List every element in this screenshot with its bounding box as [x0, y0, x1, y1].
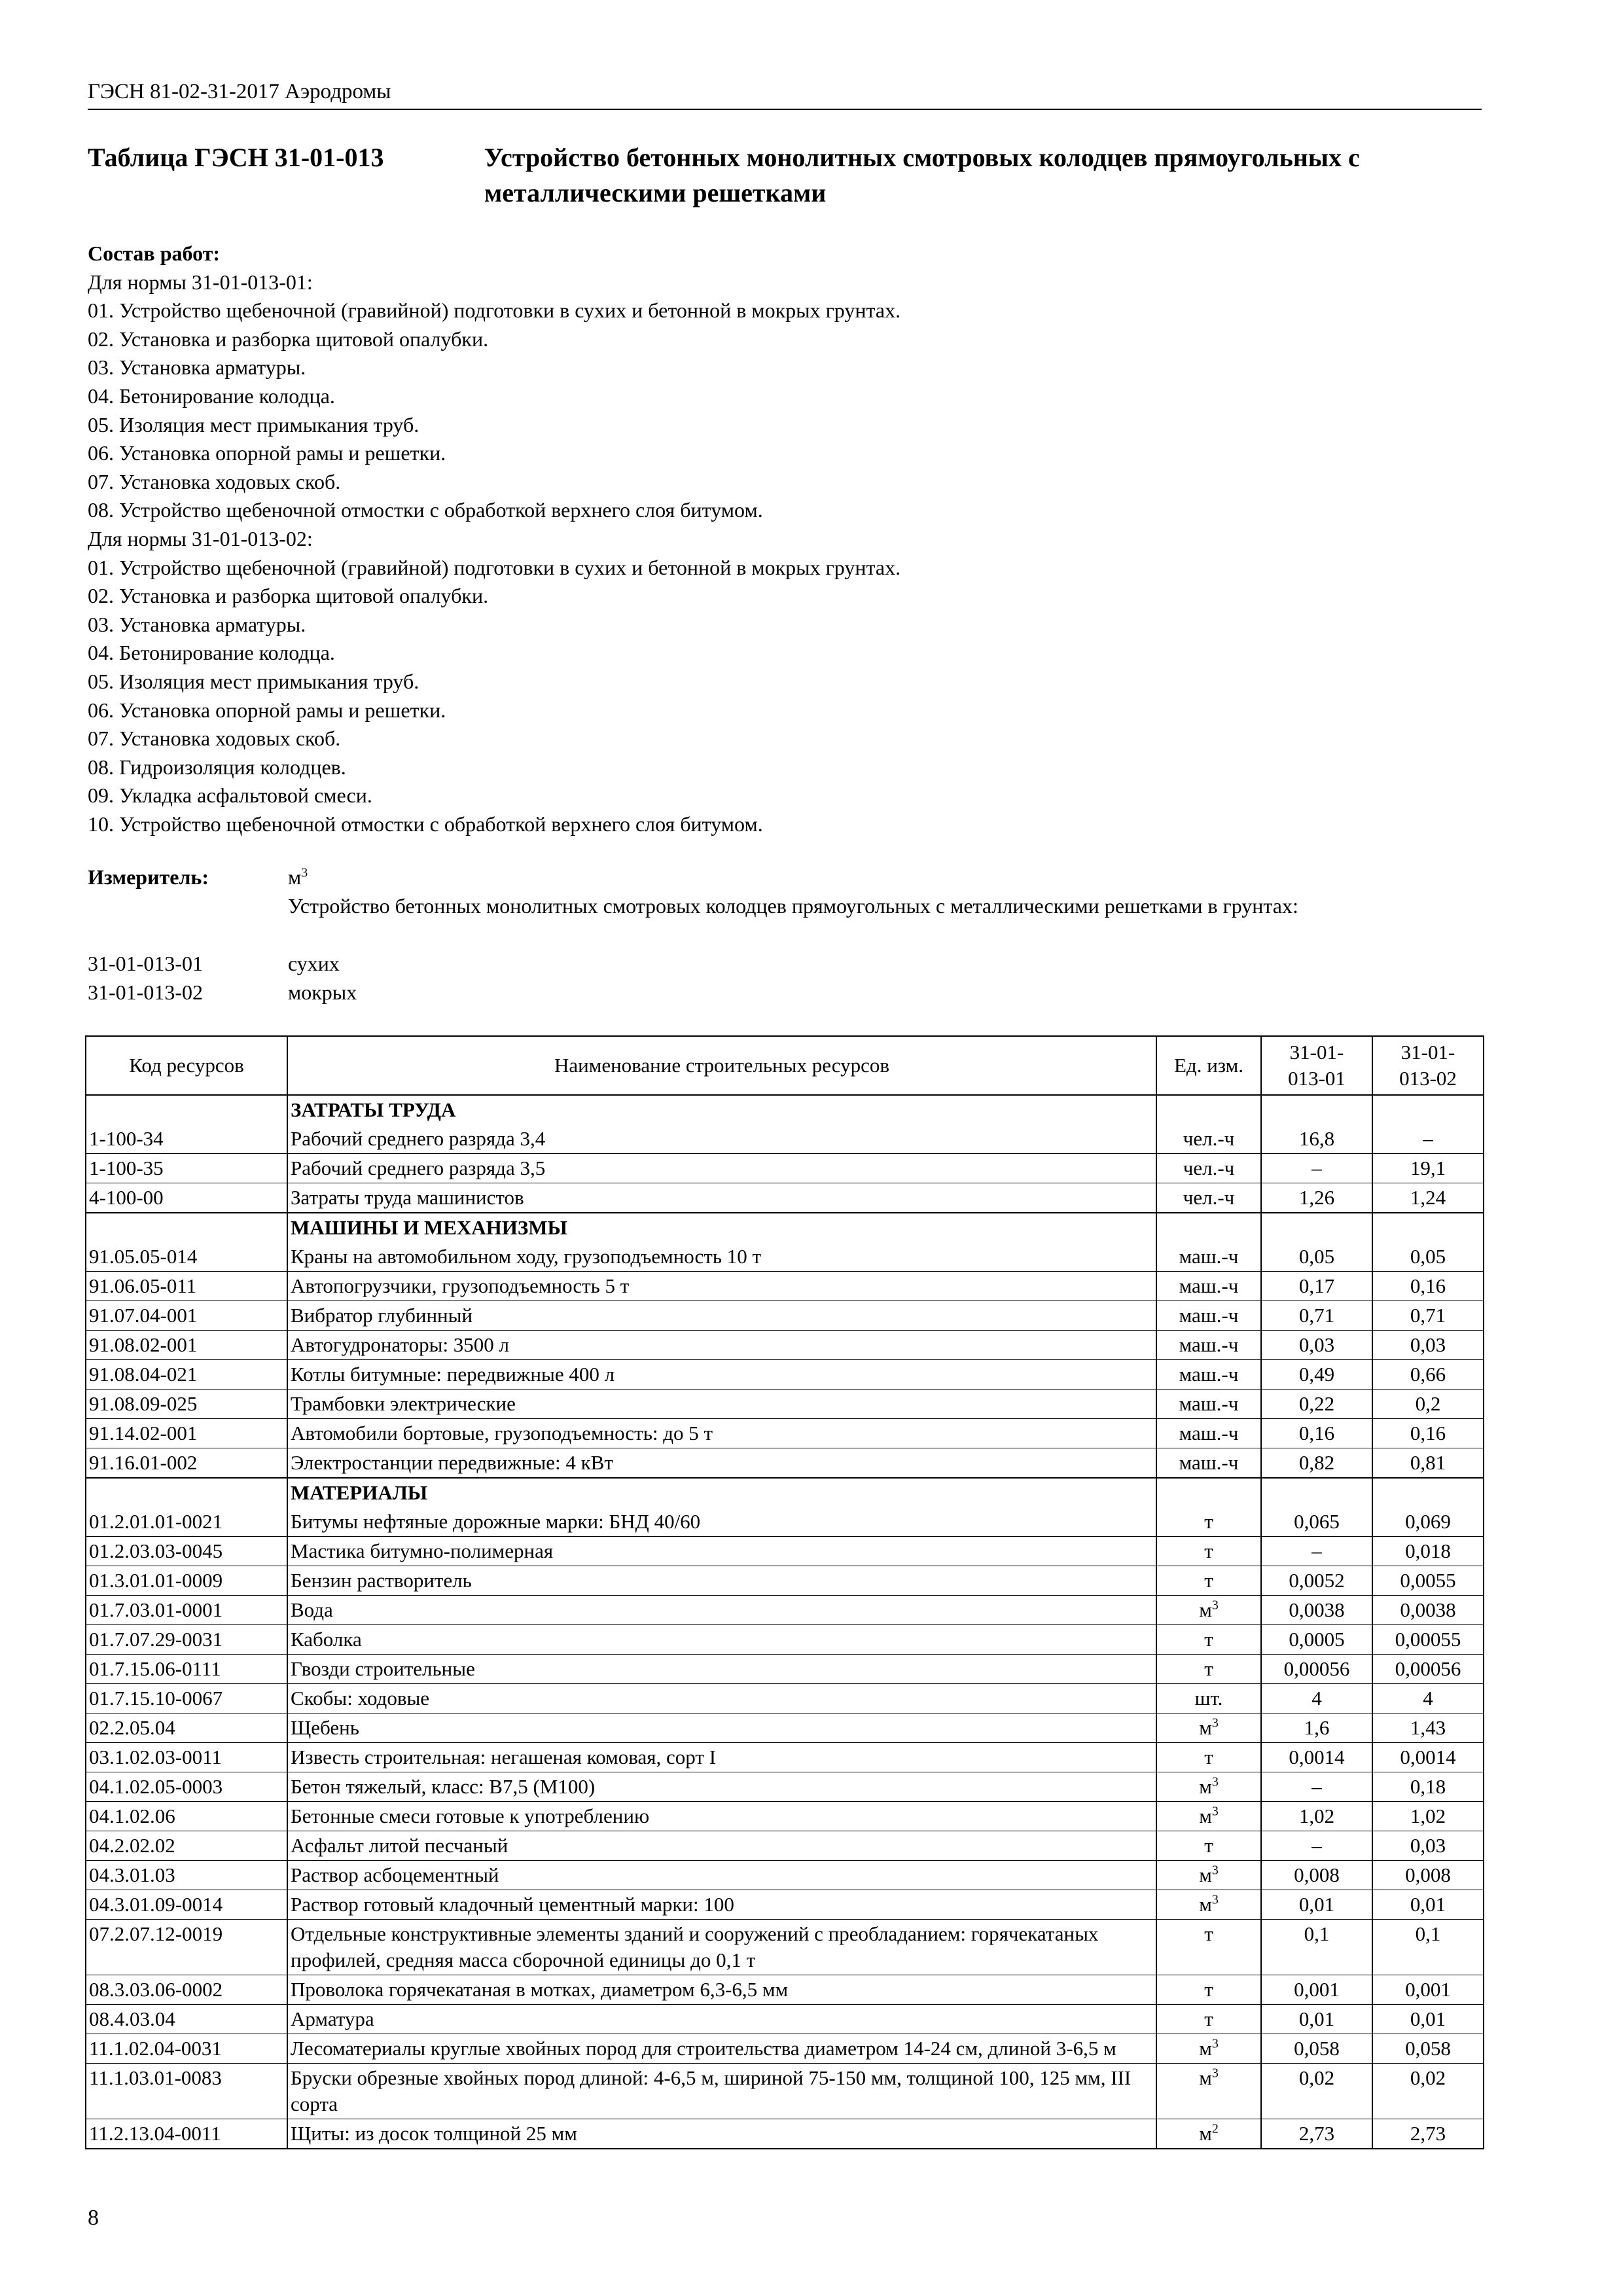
- works-heading: Состав работ:: [88, 242, 221, 265]
- resource-unit: [1156, 1684, 1261, 1713]
- resource-unit: [1156, 1772, 1261, 1802]
- resource-name: Трамбовки электрические: [287, 1390, 1156, 1419]
- meter-unit: [288, 863, 308, 891]
- resource-unit: [1156, 1331, 1261, 1360]
- unit-base: т: [1204, 1922, 1213, 1945]
- resource-code: 04.1.02.06: [86, 1802, 287, 1831]
- resource-unit: [1156, 1920, 1261, 1975]
- meter-unit-sup: 3: [301, 865, 308, 880]
- works-line: 06. Установка опорной рамы и решетки.: [88, 441, 446, 465]
- header-code: Код ресурсов: [86, 1036, 287, 1095]
- table-row: [86, 2005, 1484, 2034]
- unit-base: т: [1204, 1657, 1213, 1680]
- works-line: 10. Устройство щебеночной отмостки с обработкой верхнего слоя битумом.: [88, 812, 763, 836]
- resource-code: 91.05.05-014: [86, 1242, 287, 1272]
- header-col1: 31-01- 013-01: [1261, 1036, 1372, 1095]
- resource-code: 1-100-34: [86, 1124, 287, 1154]
- norm-value-1: 0,1: [1261, 1920, 1372, 1975]
- norm-value-2: 0,0055: [1372, 1566, 1484, 1596]
- table-name: Устройство бетонных монолитных смотровых колодцев прямоугольных с металлическими решетками: [484, 143, 1360, 207]
- resource-code: 91.06.05-011: [86, 1272, 287, 1301]
- norm-value-2: –: [1372, 1124, 1484, 1154]
- table-row: [86, 2064, 1484, 2119]
- table-row: [86, 1242, 1484, 1272]
- unit-base: т: [1204, 1978, 1213, 2001]
- header-col2: 31-01- 013-02: [1372, 1036, 1484, 1095]
- resource-code: 08.3.03.06-0002: [86, 1975, 287, 2005]
- unit-sup: 3: [1211, 1892, 1219, 1907]
- table-row: [86, 1537, 1484, 1566]
- resource-code: 07.2.07.12-0019: [86, 1920, 287, 1975]
- resource-code: 91.07.04-001: [86, 1301, 287, 1331]
- unit-sup: 3: [1211, 2066, 1219, 2081]
- variant-name: мокрых: [288, 980, 357, 1004]
- table-row: [86, 1743, 1484, 1772]
- table-row: [86, 1566, 1484, 1596]
- norm-value-1: 0,02: [1261, 2064, 1372, 2119]
- resource-code: 01.3.01.01-0009: [86, 1566, 287, 1596]
- unit-base: шт.: [1194, 1687, 1223, 1710]
- norm-value-1: 0,065: [1261, 1507, 1372, 1537]
- meter-unit-base: м: [288, 865, 302, 889]
- norm-value-2: 0,058: [1372, 2034, 1484, 2064]
- resource-name: Автогудронаторы: 3500 л: [287, 1331, 1156, 1360]
- norm-value-1: 0,0052: [1261, 1566, 1372, 1596]
- resource-unit: [1156, 1625, 1261, 1655]
- unit-base: т: [1204, 1834, 1213, 1857]
- resource-code: 91.08.02-001: [86, 1331, 287, 1360]
- unit-base: т: [1204, 1539, 1213, 1562]
- variant-name: сухих: [288, 952, 340, 975]
- resource-unit: [1156, 2005, 1261, 2034]
- section-title: ЗАТРАТЫ ТРУДА: [287, 1095, 1156, 1124]
- unit-base: маш.-ч: [1179, 1274, 1239, 1297]
- unit-base: чел.-ч: [1183, 1127, 1235, 1150]
- norm-value-1: 0,05: [1261, 1242, 1372, 1272]
- resource-code: 08.4.03.04: [86, 2005, 287, 2034]
- resource-name: Бетонные смеси готовые к употреблению: [287, 1802, 1156, 1831]
- resource-name: Рабочий среднего разряда 3,4: [287, 1124, 1156, 1154]
- table-row: [86, 1419, 1484, 1448]
- resource-code: 11.1.03.01-0083: [86, 2064, 287, 2119]
- table-body: [86, 1095, 1484, 2149]
- resource-unit: [1156, 1448, 1261, 1479]
- resource-name: Раствор готовый кладочный цементный марки: 100: [287, 1890, 1156, 1920]
- resource-unit: [1156, 1154, 1261, 1183]
- table-row: [86, 1655, 1484, 1684]
- section-row: [86, 1213, 1484, 1242]
- norm-value-2: 0,001: [1372, 1975, 1484, 2005]
- norm-value-1: 0,008: [1261, 1861, 1372, 1890]
- resource-code: 02.2.05.04: [86, 1713, 287, 1743]
- norm-value-1: 0,49: [1261, 1360, 1372, 1390]
- works-list: [88, 268, 1482, 839]
- resource-unit: [1156, 1360, 1261, 1390]
- resource-name: Бетон тяжелый, класс: В7,5 (М100): [287, 1772, 1156, 1802]
- resource-code: 04.3.01.03: [86, 1861, 287, 1890]
- works-line: 02. Установка и разборка щитовой опалубки.: [88, 327, 489, 351]
- resource-code: 03.1.02.03-0011: [86, 1743, 287, 1772]
- unit-base: чел.-ч: [1183, 1186, 1235, 1209]
- works-line: Для нормы 31-01-013-01:: [88, 270, 313, 294]
- resource-code: 11.1.02.04-0031: [86, 2034, 287, 2064]
- unit-sup: 3: [1211, 1598, 1219, 1613]
- meter-description: Устройство бетонных монолитных смотровых колодцев прямоугольных с металлическими решетками в грунтах:: [288, 894, 1298, 918]
- unit-sup: 3: [1211, 1863, 1219, 1878]
- resource-unit: [1156, 1390, 1261, 1419]
- norm-value-1: 1,6: [1261, 1713, 1372, 1743]
- works-line: 08. Гидроизоляция колодцев.: [88, 755, 346, 779]
- table-row: [86, 1448, 1484, 1479]
- resource-name: Арматура: [287, 2005, 1156, 2034]
- resource-unit: [1156, 1537, 1261, 1566]
- norm-value-1: 0,17: [1261, 1272, 1372, 1301]
- unit-base: маш.-ч: [1179, 1245, 1239, 1268]
- resource-code: 91.14.02-001: [86, 1419, 287, 1448]
- unit-base: маш.-ч: [1179, 1333, 1239, 1356]
- works-line: 04. Бетонирование колодца.: [88, 641, 335, 665]
- resource-unit: [1156, 2064, 1261, 2119]
- resource-name: Котлы битумные: передвижные 400 л: [287, 1360, 1156, 1390]
- empty-cell: [1372, 1213, 1484, 1242]
- resource-code: 01.7.03.01-0001: [86, 1596, 287, 1625]
- works-line: 04. Бетонирование колодца.: [88, 384, 335, 408]
- section-title: МАТЕРИАЛЫ: [287, 1478, 1156, 1507]
- works-line: 07. Установка ходовых скоб.: [88, 469, 341, 493]
- resource-code: 01.2.01.01-0021: [86, 1507, 287, 1537]
- resource-unit: [1156, 1566, 1261, 1596]
- norm-value-2: 0,81: [1372, 1448, 1484, 1479]
- norm-value-2: 0,03: [1372, 1331, 1484, 1360]
- resource-code: 4-100-00: [86, 1183, 287, 1213]
- norm-value-1: 0,16: [1261, 1419, 1372, 1448]
- resource-name: Отдельные конструктивные элементы зданий и сооружений с преобладанием: горячекатаных профилей, средняя масса сборочной единицы до 0,1 т: [287, 1920, 1156, 1975]
- norm-value-1: 1,02: [1261, 1802, 1372, 1831]
- resource-name: Щебень: [287, 1713, 1156, 1743]
- resource-unit: [1156, 2119, 1261, 2149]
- norm-value-2: 0,2: [1372, 1390, 1484, 1419]
- table-row: [86, 1301, 1484, 1331]
- works-line: 01. Устройство щебеночной (гравийной) подготовки в сухих и бетонной в мокрых грунтах.: [88, 298, 901, 323]
- resource-name: Лесоматериалы круглые хвойных пород для строительства диаметром 14-24 см, длиной 3-6,5 м: [287, 2034, 1156, 2064]
- unit-base: м: [1199, 2066, 1212, 2089]
- resource-name: Автомобили бортовые, грузоподъемность: до 5 т: [287, 1419, 1156, 1448]
- section-row: [86, 1478, 1484, 1507]
- table-row: [86, 1507, 1484, 1537]
- resource-unit: [1156, 1419, 1261, 1448]
- unit-base: т: [1204, 1510, 1213, 1533]
- resource-name: Электростанции передвижные: 4 кВт: [287, 1448, 1156, 1479]
- norm-value-1: 0,0014: [1261, 1743, 1372, 1772]
- table-row: [86, 1272, 1484, 1301]
- resource-code: 04.2.02.02: [86, 1831, 287, 1861]
- norm-value-2: 2,73: [1372, 2119, 1484, 2149]
- resource-unit: [1156, 1713, 1261, 1743]
- resource-unit: [1156, 1507, 1261, 1537]
- norm-value-2: 0,01: [1372, 2005, 1484, 2034]
- running-header: ГЭСН 81-02-31-2017 Аэродромы: [88, 79, 1482, 110]
- works-line: 09. Укладка асфальтовой смеси.: [88, 783, 372, 808]
- table-row: [86, 1596, 1484, 1625]
- norm-value-2: 0,1: [1372, 1920, 1484, 1975]
- table-row: [86, 1360, 1484, 1390]
- resource-unit: [1156, 1183, 1261, 1213]
- norm-value-2: 1,24: [1372, 1183, 1484, 1213]
- variant-code: 31-01-013-02: [88, 980, 203, 1004]
- unit-sup: 3: [1211, 1804, 1219, 1819]
- norm-value-1: –: [1261, 1772, 1372, 1802]
- norm-value-1: 0,01: [1261, 1890, 1372, 1920]
- empty-cell: [1156, 1095, 1261, 1124]
- norm-value-2: 1,02: [1372, 1802, 1484, 1831]
- resource-name: Рабочий среднего разряда 3,5: [287, 1154, 1156, 1183]
- norm-value-1: 0,058: [1261, 2034, 1372, 2064]
- resource-name: Вибратор глубинный: [287, 1301, 1156, 1331]
- page-number: 8: [88, 2206, 99, 2230]
- norm-value-1: 4: [1261, 1684, 1372, 1713]
- resource-unit: [1156, 1831, 1261, 1861]
- resource-code: 01.7.15.10-0067: [86, 1684, 287, 1713]
- unit-base: м: [1199, 1775, 1212, 1798]
- resource-name: Бруски обрезные хвойных пород длиной: 4-6,5 м, шириной 75-150 мм, толщиной 100, 125 мм, III сорта: [287, 2064, 1156, 2119]
- norm-value-2: 0,16: [1372, 1419, 1484, 1448]
- resource-code: 91.16.01-002: [86, 1448, 287, 1479]
- resource-unit: [1156, 1743, 1261, 1772]
- table-row: [86, 1124, 1484, 1154]
- norm-value-2: 0,018: [1372, 1537, 1484, 1566]
- table-row: [86, 2034, 1484, 2064]
- table-row: [86, 1684, 1484, 1713]
- table-id: Таблица ГЭСН 31-01-013: [88, 143, 384, 172]
- empty-cell: [1261, 1213, 1372, 1242]
- works-line: Для нормы 31-01-013-02:: [88, 526, 313, 550]
- resource-name: Каболка: [287, 1625, 1156, 1655]
- resource-code: 01.2.03.03-0045: [86, 1537, 287, 1566]
- norm-value-2: 1,43: [1372, 1713, 1484, 1743]
- works-line: 03. Установка арматуры.: [88, 355, 306, 380]
- table-row: [86, 1975, 1484, 2005]
- unit-base: чел.-ч: [1183, 1157, 1235, 1179]
- table-row: [86, 1625, 1484, 1655]
- norm-value-2: 0,03: [1372, 1831, 1484, 1861]
- resource-code: 91.08.04-021: [86, 1360, 287, 1390]
- resource-code: 1-100-35: [86, 1154, 287, 1183]
- unit-base: м: [1199, 2122, 1212, 2145]
- unit-base: м: [1199, 1716, 1212, 1739]
- works-composition: [88, 240, 1482, 838]
- norm-value-1: 0,00056: [1261, 1655, 1372, 1684]
- resource-name: Краны на автомобильном ходу, грузоподъемность 10 т: [287, 1242, 1156, 1272]
- resource-unit: [1156, 1655, 1261, 1684]
- norm-value-1: 16,8: [1261, 1124, 1372, 1154]
- resource-unit: [1156, 1975, 1261, 2005]
- empty-cell: [1261, 1478, 1372, 1507]
- works-line: 08. Устройство щебеночной отмостки с обработкой верхнего слоя битумом.: [88, 498, 763, 522]
- empty-cell: [86, 1095, 287, 1124]
- table-row: [86, 1772, 1484, 1802]
- norm-value-2: 0,66: [1372, 1360, 1484, 1390]
- unit-base: т: [1204, 1569, 1213, 1592]
- norm-value-1: 0,0005: [1261, 1625, 1372, 1655]
- unit-base: маш.-ч: [1179, 1392, 1239, 1415]
- table-row: [86, 1154, 1484, 1183]
- table-row: [86, 1802, 1484, 1831]
- norm-value-2: 0,16: [1372, 1272, 1484, 1301]
- resource-code: 04.3.01.09-0014: [86, 1890, 287, 1920]
- table-row: [86, 1890, 1484, 1920]
- resource-name: Асфальт литой песчаный: [287, 1831, 1156, 1861]
- resource-unit: [1156, 2034, 1261, 2064]
- norm-value-2: 0,00056: [1372, 1655, 1484, 1684]
- unit-base: м: [1199, 1863, 1212, 1886]
- unit-base: м: [1199, 1598, 1212, 1621]
- unit-base: маш.-ч: [1179, 1422, 1239, 1444]
- resource-name: Щиты: из досок толщиной 25 мм: [287, 2119, 1156, 2149]
- norm-value-1: 0,0038: [1261, 1596, 1372, 1625]
- resource-name: Раствор асбоцементный: [287, 1861, 1156, 1890]
- table-row: [86, 1331, 1484, 1360]
- empty-cell: [86, 1213, 287, 1242]
- norm-value-2: 0,02: [1372, 2064, 1484, 2119]
- unit-base: маш.-ч: [1179, 1451, 1239, 1474]
- norm-value-1: 0,01: [1261, 2005, 1372, 2034]
- table-row: [86, 1713, 1484, 1743]
- works-line: 05. Изоляция мест примыкания труб.: [88, 412, 419, 437]
- norm-value-2: 0,0014: [1372, 1743, 1484, 1772]
- resource-code: 11.2.13.04-0011: [86, 2119, 287, 2149]
- table-row: [86, 1920, 1484, 1975]
- norm-value-1: –: [1261, 1831, 1372, 1861]
- unit-base: м: [1199, 2037, 1212, 2060]
- norm-value-1: –: [1261, 1154, 1372, 1183]
- works-line: 02. Установка и разборка щитовой опалубки.: [88, 584, 489, 608]
- variant-code: 31-01-013-01: [88, 952, 203, 975]
- unit-sup: 3: [1211, 1715, 1219, 1731]
- norm-value-1: –: [1261, 1537, 1372, 1566]
- norm-value-2: 0,0038: [1372, 1596, 1484, 1625]
- resource-unit: [1156, 1272, 1261, 1301]
- unit-sup: 3: [1211, 1774, 1219, 1789]
- norm-value-2: 19,1: [1372, 1154, 1484, 1183]
- norm-value-2: 0,069: [1372, 1507, 1484, 1537]
- table-row: [86, 2119, 1484, 2149]
- norm-value-1: 0,03: [1261, 1331, 1372, 1360]
- works-line: 07. Установка ходовых скоб.: [88, 726, 341, 751]
- works-line: 06. Установка опорной рамы и решетки.: [88, 698, 446, 722]
- empty-cell: [86, 1478, 287, 1507]
- norm-value-2: 4: [1372, 1684, 1484, 1713]
- resource-code: 04.1.02.05-0003: [86, 1772, 287, 1802]
- resource-unit: [1156, 1596, 1261, 1625]
- unit-base: маш.-ч: [1179, 1304, 1239, 1327]
- empty-cell: [1372, 1095, 1484, 1124]
- resource-name: Известь строительная: негашеная комовая, сорт I: [287, 1743, 1156, 1772]
- resource-code: 91.08.09-025: [86, 1390, 287, 1419]
- resource-name: Битумы нефтяные дорожные марки: БНД 40/60: [287, 1507, 1156, 1537]
- works-line: 01. Устройство щебеночной (гравийной) подготовки в сухих и бетонной в мокрых грунтах.: [88, 555, 901, 579]
- resource-unit: [1156, 1890, 1261, 1920]
- resources-table: [85, 1035, 1484, 2149]
- table-row: [86, 1183, 1484, 1213]
- norm-value-1: 2,73: [1261, 2119, 1372, 2149]
- empty-cell: [1156, 1213, 1261, 1242]
- norm-value-1: 1,26: [1261, 1183, 1372, 1213]
- section-row: [86, 1095, 1484, 1124]
- empty-cell: [1261, 1095, 1372, 1124]
- norm-value-2: 0,05: [1372, 1242, 1484, 1272]
- resource-unit: [1156, 1802, 1261, 1831]
- resource-name: Затраты труда машинистов: [287, 1183, 1156, 1213]
- resource-name: Автопогрузчики, грузоподъемность 5 т: [287, 1272, 1156, 1301]
- norm-value-2: 0,71: [1372, 1301, 1484, 1331]
- unit-base: т: [1204, 2007, 1213, 2030]
- resource-unit: [1156, 1242, 1261, 1272]
- table-header-row: [86, 1036, 1484, 1095]
- norm-value-1: 0,82: [1261, 1448, 1372, 1479]
- norm-value-2: 0,008: [1372, 1861, 1484, 1890]
- resource-name: Вода: [287, 1596, 1156, 1625]
- resource-unit: [1156, 1124, 1261, 1154]
- table-row: [86, 1861, 1484, 1890]
- section-title: МАШИНЫ И МЕХАНИЗМЫ: [287, 1213, 1156, 1242]
- norm-value-2: 0,01: [1372, 1890, 1484, 1920]
- resource-name: Бензин растворитель: [287, 1566, 1156, 1596]
- unit-base: т: [1204, 1746, 1213, 1768]
- table-row: [86, 1390, 1484, 1419]
- unit-base: маш.-ч: [1179, 1363, 1239, 1386]
- resource-unit: [1156, 1301, 1261, 1331]
- resource-name: Проволока горячекатаная в мотках, диаметром 6,3-6,5 мм: [287, 1975, 1156, 2005]
- empty-cell: [1156, 1478, 1261, 1507]
- unit-sup: 3: [1211, 2036, 1219, 2051]
- resource-code: 01.7.15.06-0111: [86, 1655, 287, 1684]
- unit-base: м: [1199, 1804, 1212, 1827]
- resource-name: Гвозди строительные: [287, 1655, 1156, 1684]
- norm-value-1: 0,71: [1261, 1301, 1372, 1331]
- table-row: [86, 1831, 1484, 1861]
- header-unit: Ед. изм.: [1156, 1036, 1261, 1095]
- unit-base: м: [1199, 1893, 1212, 1916]
- resource-name: Мастика битумно-полимерная: [287, 1537, 1156, 1566]
- norm-value-2: 0,00055: [1372, 1625, 1484, 1655]
- norm-value-2: 0,18: [1372, 1772, 1484, 1802]
- header-name: Наименование строительных ресурсов: [287, 1036, 1156, 1095]
- norm-value-1: 0,001: [1261, 1975, 1372, 2005]
- unit-sup: 2: [1211, 2121, 1219, 2136]
- meter-label: Измеритель:: [88, 865, 209, 889]
- unit-base: т: [1204, 1628, 1213, 1651]
- resource-unit: [1156, 1861, 1261, 1890]
- resource-code: 01.7.07.29-0031: [86, 1625, 287, 1655]
- norm-value-1: 0,22: [1261, 1390, 1372, 1419]
- resource-name: Скобы: ходовые: [287, 1684, 1156, 1713]
- works-line: 03. Установка арматуры.: [88, 612, 306, 636]
- works-line: 05. Изоляция мест примыкания труб.: [88, 669, 419, 693]
- empty-cell: [1372, 1478, 1484, 1507]
